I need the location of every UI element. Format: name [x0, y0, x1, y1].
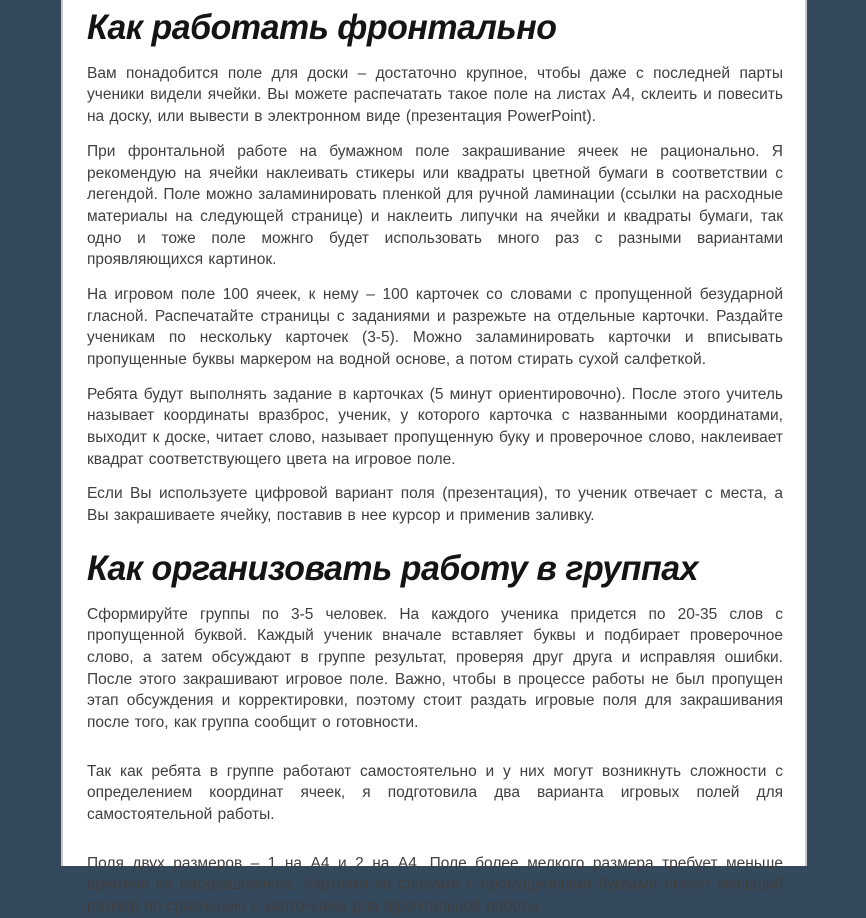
section-frontal-work — [87, 6, 783, 527]
section-heading-groups: Как организовать работу в группах — [87, 548, 699, 588]
paragraph-two-field-sizes: Поля двух размеров – 1 на А4 и 2 на А4. Поле более мелкого размера требует меньше времени на раскрашивание. Карточки со словами с пропущенными буквами имеют меньший размер по сравнению с карточками для фронтальной работы. — [87, 854, 783, 916]
paragraph-100-cells-cards: На игровом поле 100 ячеек, к нему – 100 карточек со словами с пропущенной безударной гласной. Распечатайте страницы с заданиями и разрежьте на отдельные карточки. Раздайте ученикам по нескольку карточек (3-5). Можно заламинировать карточки и вписывать пропущенные буквы маркером на водной основе, а потом стирать сухой салфеткой. — [87, 285, 783, 368]
section-group-work — [87, 547, 783, 918]
document-page — [61, 0, 807, 916]
paragraph-form-groups: Сформируйте группы по 3-5 человек. На каждого ученика придется по 20-35 слов с пропущенной буквой. Каждый ученик вначале вставляет буквы и подбирает проверочное слово, а затем обсуждают в группе результат, проверяя друг друга и исправляя ошибки. После этого закрашивают игровое поле. Важно, чтобы в процессе работы не был пропущен этап обсуждения и корректировки, поэтому стоит раздать игровые поля для закрашивания после того, как группа сообщит о готовности. — [87, 605, 783, 731]
paragraph-stickers-lamination: При фронтальной работе на бумажном поле закрашивание ячеек не рационально. Я рекомендую на ячейки наклеивать стикеры или квадраты цветной бумаги в соответствии с легендой. Поле можно заламинировать пленкой для ручной ламинации (ссылки на расходные материалы на следующей странице) и наклеить липучки на ячейки и квадраты бумаги, так одно и тоже поле можнго будет использовать много раз с разными вариантами проявляющихся картинок. — [87, 142, 783, 269]
paragraph-task-procedure: Ребята будут выполнять задание в карточках (5 минут ориентировочно). После этого учитель называет координаты вразброс, ученик, у которого карточка с названными координатами, выходит к доске, читает слово, называет пропущенную буку и проверочное слово, наклеивает квадрат соответствующего цвета на игровое поле. — [87, 385, 783, 468]
paragraph-board-field: Вам понадобится поле для доски – достаточно крупное, чтобы даже с последней парты ученики видели ячейки. Вы можете распечатать такое поле на листах А4, склеить и повесить на доску, или вывести в электронном виде (презентация PowerPoint). — [87, 64, 783, 126]
section-heading-frontal: Как работать фронтально — [87, 8, 557, 47]
paragraph-independent-work: Так как ребята в группе работают самостоятельно и у них могут возникнуть сложности с определением координат ячеек, я подготовила два варианта игровых полей для самостоятельной работы. — [87, 762, 783, 824]
paragraph-digital-variant: Если Вы используете цифровой вариант поля (презентация), то ученик отвечает с места, а Вы закрашиваете ячейку, поставив в нее курсор и применив заливку. — [87, 485, 783, 525]
